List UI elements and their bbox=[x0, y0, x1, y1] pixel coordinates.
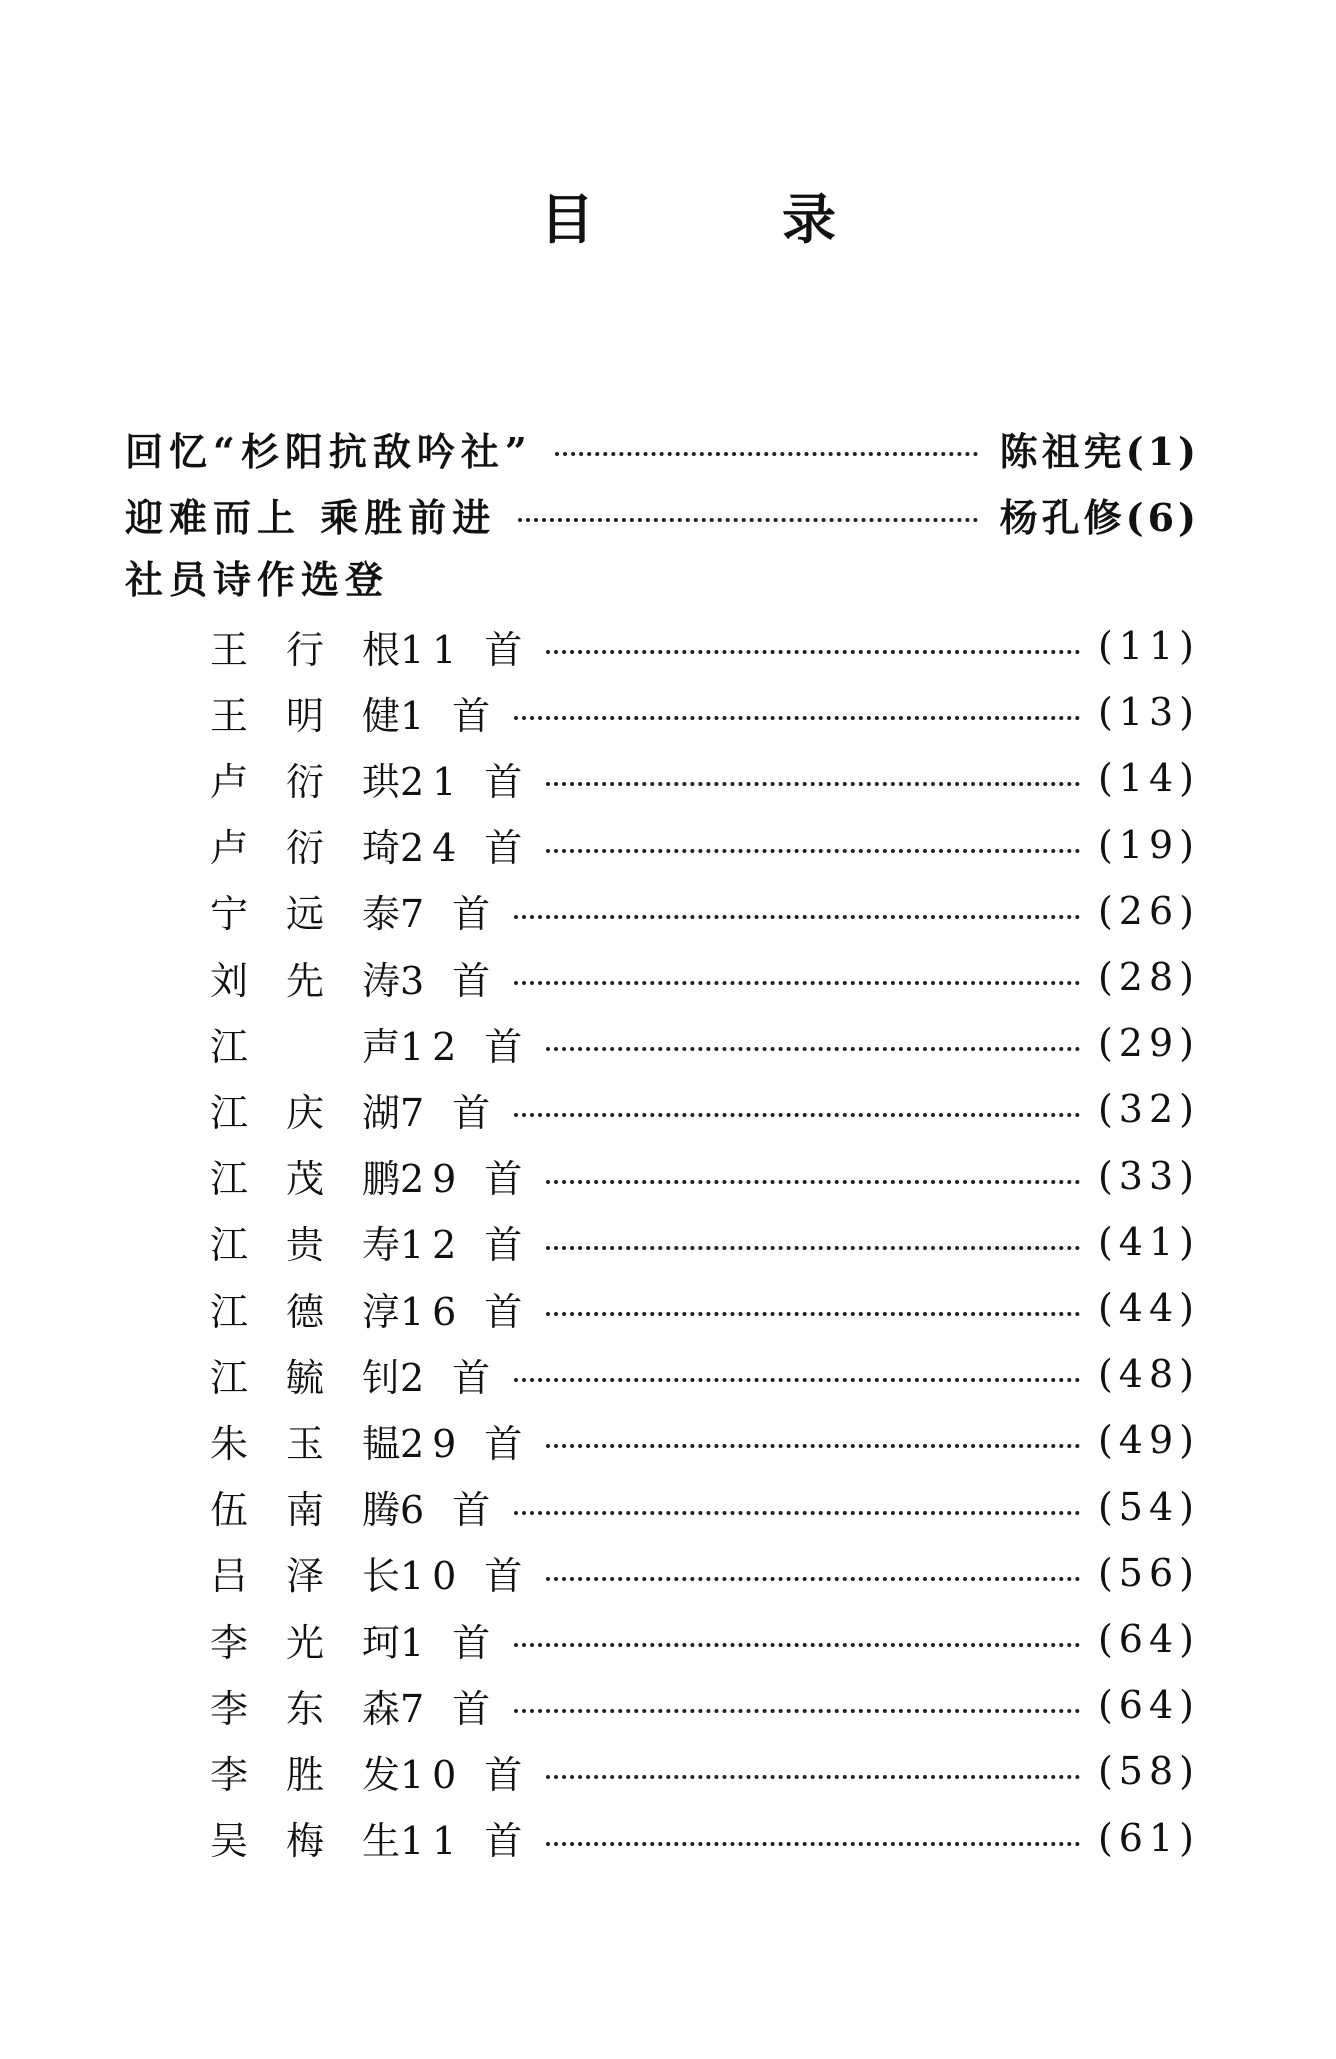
poem-count: 29 首 bbox=[400, 1157, 531, 1202]
author-name: 江 庆 湖 bbox=[210, 1090, 400, 1135]
toc-entry[interactable] bbox=[210, 1015, 1200, 1071]
page-number: (61) bbox=[1097, 1815, 1200, 1860]
dot-leader bbox=[546, 1775, 1080, 1779]
poem-count: 10 首 bbox=[400, 1554, 531, 1599]
title-char-1: 目 bbox=[540, 188, 594, 251]
toc-entry[interactable] bbox=[210, 750, 1200, 806]
dot-leader bbox=[546, 1312, 1080, 1316]
toc-entry[interactable] bbox=[210, 1743, 1200, 1799]
page-number: (48) bbox=[1097, 1352, 1200, 1397]
page-number: (26) bbox=[1097, 888, 1200, 933]
section-heading: 社员诗作选登 bbox=[125, 557, 390, 602]
toc-entry[interactable] bbox=[210, 1479, 1200, 1535]
page-number: (64) bbox=[1097, 1617, 1200, 1661]
dot-leader bbox=[546, 1444, 1080, 1448]
author-name: 卢 衍 珙 bbox=[210, 759, 400, 804]
author-name: 李 东 森 bbox=[210, 1686, 400, 1731]
poem-count: 11 首 bbox=[400, 1819, 531, 1864]
page-number: (32) bbox=[1097, 1087, 1200, 1132]
dot-leader bbox=[514, 1709, 1080, 1713]
author-name: 江 贵 寿 bbox=[210, 1223, 400, 1268]
entry-title: 迎难而上 乘胜前进 bbox=[125, 494, 497, 540]
poem-count: 1 首 bbox=[400, 1620, 499, 1665]
page-number: (58) bbox=[1097, 1749, 1200, 1794]
page-number: (28) bbox=[1097, 955, 1200, 999]
author-name: 宁 远 泰 bbox=[210, 892, 400, 937]
entry-title: 回忆“杉阳抗敌吟社” bbox=[125, 428, 533, 474]
dot-leader bbox=[514, 1643, 1080, 1647]
dot-leader bbox=[546, 1842, 1080, 1846]
entry-author-page: 杨孔修(6) bbox=[999, 494, 1200, 540]
page-number: (19) bbox=[1097, 822, 1200, 867]
toc-entry[interactable] bbox=[210, 1148, 1200, 1204]
toc-entry[interactable] bbox=[210, 883, 1200, 939]
page-number: (56) bbox=[1097, 1550, 1200, 1595]
author-name: 吴 梅 生 bbox=[210, 1819, 400, 1864]
page-number: (44) bbox=[1097, 1286, 1200, 1330]
toc-entry[interactable] bbox=[210, 1810, 1200, 1866]
poem-count: 6 首 bbox=[400, 1488, 499, 1533]
author-name: 刘 先 涛 bbox=[210, 958, 400, 1003]
dot-leader bbox=[546, 1246, 1080, 1250]
title-char-2: 录 bbox=[782, 188, 836, 251]
poem-count: 24 首 bbox=[400, 826, 531, 871]
dot-leader bbox=[546, 1577, 1080, 1581]
author-name: 朱 玉 韫 bbox=[210, 1421, 400, 1466]
toc-entry[interactable] bbox=[210, 1280, 1200, 1336]
poem-count: 29 首 bbox=[400, 1421, 531, 1466]
author-name: 李 光 珂 bbox=[210, 1620, 400, 1665]
poem-count: 12 首 bbox=[400, 1223, 531, 1268]
toc-entry[interactable] bbox=[125, 486, 1200, 542]
dot-leader bbox=[514, 1511, 1080, 1515]
author-name: 江 毓 钊 bbox=[210, 1355, 400, 1400]
page-number: (33) bbox=[1097, 1153, 1200, 1198]
author-name: 江 声 bbox=[210, 1024, 400, 1069]
poem-count: 16 首 bbox=[400, 1289, 531, 1334]
toc-entry[interactable] bbox=[210, 817, 1200, 873]
author-name: 王 行 根 bbox=[210, 627, 400, 672]
author-name: 李 胜 发 bbox=[210, 1752, 400, 1797]
poem-count: 7 首 bbox=[400, 1090, 499, 1135]
dot-leader bbox=[518, 518, 977, 522]
dot-leader bbox=[546, 1180, 1080, 1184]
dot-leader bbox=[546, 782, 1080, 786]
entry-author-page: 陈祖宪(1) bbox=[999, 428, 1200, 474]
dot-leader bbox=[514, 915, 1080, 919]
toc-entry[interactable] bbox=[210, 1611, 1200, 1667]
author-name: 王 明 健 bbox=[210, 693, 400, 738]
poem-count: 12 首 bbox=[400, 1024, 531, 1069]
dot-leader bbox=[514, 981, 1080, 985]
page-number: (29) bbox=[1097, 1021, 1200, 1066]
page-number: (14) bbox=[1097, 756, 1200, 801]
page-number: (49) bbox=[1097, 1418, 1200, 1463]
poem-count: 11 首 bbox=[400, 627, 531, 672]
dot-leader bbox=[546, 650, 1080, 654]
toc-entry[interactable] bbox=[210, 1677, 1200, 1733]
poem-count: 21 首 bbox=[400, 759, 531, 804]
page-number: (41) bbox=[1097, 1219, 1200, 1264]
toc-entry[interactable] bbox=[210, 1214, 1200, 1270]
page-number: (54) bbox=[1097, 1484, 1200, 1529]
dot-leader bbox=[514, 1378, 1080, 1382]
toc-entry[interactable] bbox=[210, 1545, 1200, 1601]
dot-leader bbox=[546, 849, 1080, 853]
page-number: (64) bbox=[1097, 1683, 1200, 1728]
page-number: (13) bbox=[1097, 690, 1200, 735]
toc-entry[interactable] bbox=[210, 1412, 1200, 1468]
author-name: 江 德 淳 bbox=[210, 1289, 400, 1334]
author-name: 卢 衍 琦 bbox=[210, 826, 400, 871]
author-name: 江 茂 鹏 bbox=[210, 1157, 400, 1202]
toc-entry[interactable] bbox=[210, 1346, 1200, 1402]
dot-leader bbox=[555, 452, 978, 456]
poem-count: 7 首 bbox=[400, 1686, 499, 1731]
toc-entry[interactable] bbox=[210, 618, 1200, 674]
author-name: 吕 泽 长 bbox=[210, 1554, 400, 1599]
dot-leader bbox=[514, 716, 1080, 720]
toc-entry[interactable] bbox=[125, 420, 1200, 476]
poem-count: 7 首 bbox=[400, 892, 499, 937]
poem-count: 10 首 bbox=[400, 1752, 531, 1797]
page-title bbox=[0, 180, 1336, 260]
toc-entry[interactable] bbox=[210, 949, 1200, 1005]
dot-leader bbox=[546, 1047, 1080, 1051]
poem-count: 3 首 bbox=[400, 958, 499, 1003]
poem-count: 2 首 bbox=[400, 1355, 499, 1400]
toc-entry[interactable] bbox=[210, 684, 1200, 740]
poem-count: 1 首 bbox=[400, 693, 499, 738]
dot-leader bbox=[514, 1113, 1080, 1117]
toc-entry[interactable] bbox=[210, 1081, 1200, 1137]
page-number: (11) bbox=[1097, 624, 1200, 668]
author-name: 伍 南 腾 bbox=[210, 1488, 400, 1533]
